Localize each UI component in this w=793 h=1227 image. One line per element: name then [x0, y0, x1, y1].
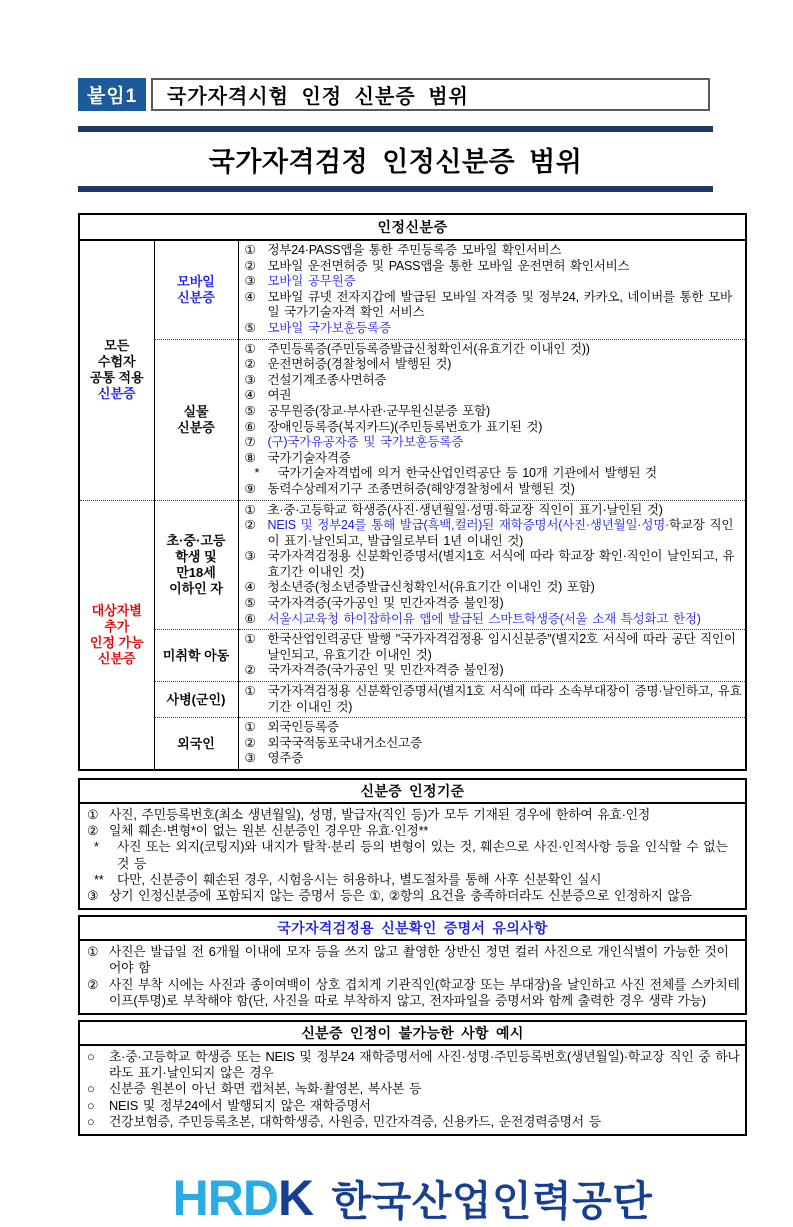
organization-name: 한국산업인력공단 — [331, 1178, 653, 1225]
list-item — [85, 839, 740, 871]
list-item — [242, 321, 743, 337]
list-item — [85, 1081, 740, 1097]
list-item — [85, 872, 740, 888]
label-line: 모바일 — [177, 273, 215, 289]
label-line: 대상자별 — [91, 602, 142, 618]
item-text: 모바일 공무원증 — [267, 274, 356, 289]
item-text: 동력수상레저기구 조종면허증(해양경찰청에서 발행된 것) — [267, 481, 575, 496]
rules-sections — [78, 778, 747, 1136]
item-marker: ① — [244, 243, 256, 257]
item-text: 장애인등록증(복지카드)(주민등록번호가 표기된 것) — [267, 419, 543, 434]
table-row — [79, 718, 746, 770]
item-marker: ② — [87, 976, 99, 992]
section-body — [80, 804, 745, 908]
list-item — [242, 518, 743, 549]
sub-label-cell — [154, 240, 238, 339]
section-title: 국가자격검정용 신분확인 증명서 유의사항 — [80, 917, 745, 941]
item-text: 다만, 신분증이 훼손된 경우, 시험응시는 허용하나, 별도절차를 통해 사후 신분확인 실시 — [117, 871, 602, 887]
item-text: 국가자격검정용 신분확인증명서(별지1호 서식에 따라 학교장 확인·직인이 날인되고, 유효기간 이내인 것) — [267, 549, 735, 579]
list-item — [85, 1049, 740, 1081]
list-item — [242, 612, 743, 628]
label-line: 신분증 — [97, 386, 136, 402]
item-marker: ② — [244, 518, 256, 533]
item-text: 모바일 운전면허증 및 PASS앱을 통한 모바일 운전면허 확인서비스 — [267, 258, 630, 273]
label-line: 인정 가능 — [89, 634, 144, 650]
item-text: NEIS 및 정부24를 통해 발급(흑백,컬러)된 재학증명서(사진·생년월일·성명· — [267, 518, 670, 533]
rule-section — [78, 778, 747, 910]
list-item — [242, 357, 743, 373]
item-marker: ① — [244, 341, 256, 356]
label-line: 추가 — [104, 618, 130, 634]
item-text: 모바일 큐넷 전자지갑에 발급된 모바일 자격증 및 정부24, 카카오, 네이버를 통한 모바일 국가기술자격 확인 서비스 — [267, 289, 732, 320]
item-marker: ○ — [87, 1097, 95, 1113]
list-item — [242, 663, 743, 679]
list-item — [242, 596, 743, 612]
label-line: 이하인 자 — [169, 580, 223, 596]
item-text: 국가기술자격증 — [267, 450, 351, 465]
table-row — [79, 630, 746, 682]
list-item — [242, 632, 743, 663]
document-page — [78, 78, 747, 1227]
item-marker: ⑥ — [244, 611, 256, 626]
list-item — [242, 736, 743, 752]
item-marker: ○ — [87, 1113, 95, 1129]
item-text: 청소년증(청소년증발급신청확인서(유효기간 이내인 것) 포함) — [267, 580, 595, 595]
logo-letter: D — [242, 1169, 278, 1226]
item-marker: ⑤ — [244, 403, 256, 418]
logo-letter: K — [277, 1169, 314, 1226]
sub-label-cell — [154, 718, 238, 770]
item-text: 외국국적동포국내거소신고증 — [267, 735, 422, 750]
item-marker: ⑦ — [244, 435, 256, 450]
sub-label-cell — [154, 500, 238, 630]
item-marker: ③ — [244, 372, 256, 387]
item-text: 초·중·고등학교 학생증(사진·생년월일·성명·학교장 직인이 표기·날인된 것) — [267, 502, 663, 517]
item-marker: ○ — [87, 1049, 95, 1065]
label-line: 신분증 — [177, 289, 215, 305]
item-text: 영주증 — [267, 751, 304, 766]
logo-letter: R — [207, 1169, 243, 1226]
list-item — [242, 466, 743, 482]
item-text: 공무원증(장교·부사관·군무원신분증 포함) — [267, 403, 490, 418]
items-cell — [238, 682, 746, 718]
item-marker: ** — [94, 871, 104, 887]
item-marker: ③ — [87, 888, 99, 904]
item-marker: * — [94, 839, 99, 855]
list-item — [85, 823, 740, 839]
item-marker: ④ — [244, 289, 256, 304]
item-marker: ⑤ — [244, 596, 256, 611]
attachment-title: 국가자격시험 인정 신분증 범위 — [151, 78, 710, 111]
item-text: 한국산업인력공단 발행 "국가자격검정용 임시신분증"(별지2호 서식에 따라 공단 직인이 날인되고, 유효기간 이내인 것) — [267, 632, 736, 662]
table-header-row — [79, 214, 746, 240]
item-text: 국가자격증(국가공인 및 민간자격증 불인정) — [267, 596, 504, 611]
item-marker: ④ — [244, 580, 256, 595]
item-text: 건강보험증, 주민등록초본, 대학학생증, 사원증, 민간자격증, 신용카드, 운전경력증명서 등 — [109, 1113, 601, 1129]
label-line: 사병(군인) — [166, 691, 226, 707]
item-marker: ④ — [244, 388, 256, 403]
item-text: 정부24·PASS앱을 통한 주민등록증 모바일 확인서비스 — [267, 243, 562, 257]
item-text: 주민등록증(주민등록증발급신청확인서(유효기간 이내인 것)) — [267, 341, 590, 356]
list-item — [85, 1114, 740, 1130]
item-text: 일체 훼손·변형*이 없는 원본 신분증인 경우만 유효·인정** — [109, 823, 429, 839]
label-line: 초·중·고등 — [166, 532, 226, 548]
item-marker: ③ — [244, 549, 256, 564]
item-text: 외국인등록증 — [267, 720, 339, 735]
list-item — [85, 977, 740, 1009]
item-text: 사진은 발급일 전 6개월 이내에 모자 등을 쓰지 않고 촬영한 상반신 정면 컬러 사진으로 개인식별이 가능한 것이어야 함 — [109, 944, 729, 976]
item-marker: ② — [87, 823, 99, 839]
item-marker: ⑥ — [244, 419, 256, 434]
item-marker: ① — [244, 684, 256, 699]
logo-letter: H — [172, 1169, 208, 1226]
item-text: 국가자격증(국가공인 및 민간자격증 불인정) — [267, 663, 504, 678]
table-row — [79, 240, 746, 339]
list-item — [242, 404, 743, 420]
label-line: 학생 및 — [175, 548, 217, 564]
sub-label-cell — [154, 630, 238, 682]
item-text: 여권 — [267, 388, 292, 403]
item-marker: ⑧ — [244, 450, 256, 465]
list-item — [242, 388, 743, 404]
label-line: 공통 적용 — [89, 370, 144, 386]
list-item — [242, 720, 743, 736]
label-line: 만18세 — [176, 564, 216, 580]
list-item — [242, 274, 743, 290]
page-title: 국가자격검정 인정신분증 범위 — [208, 147, 583, 177]
label-line: 모든 — [104, 338, 130, 354]
list-item — [242, 684, 743, 715]
label-line: 실물 — [183, 403, 209, 419]
list-item — [242, 243, 743, 259]
list-item — [85, 944, 740, 976]
item-text: 국가기술자격법에 의거 한국산업인력공단 등 10개 기관에서 발행된 것 — [277, 466, 657, 481]
table-row — [79, 339, 746, 500]
item-marker: ○ — [87, 1081, 95, 1097]
list-item — [242, 435, 743, 451]
item-text: 사진 또는 외지(코팅지)와 내지가 탈착·분리 등의 변형이 있는 것, 훼손으로 사진·인적사항 등을 인식할 수 없는 것 등 — [117, 839, 728, 871]
list-item — [242, 373, 743, 389]
list-item — [85, 807, 740, 823]
item-text: 운전면허증(경찰청에서 발행된 것) — [267, 357, 452, 372]
list-item — [85, 888, 740, 904]
list-item — [242, 580, 743, 596]
section-title: 신분증 인정이 불가능한 사항 예시 — [80, 1022, 745, 1046]
item-marker: ② — [244, 735, 256, 750]
title-block — [78, 126, 713, 192]
label-line: 수험자 — [97, 354, 136, 370]
item-marker: ① — [244, 720, 256, 735]
item-text: 서울시교육청 하이잡하이유 앱에 발급된 스마트학생증(서울 소재 특성화고 한정) — [267, 611, 701, 626]
table-row — [79, 682, 746, 718]
list-item — [242, 342, 743, 358]
list-item — [242, 451, 743, 467]
item-text: 신분증 원본이 아닌 화면 캡처본, 녹화·촬영본, 복사본 등 — [109, 1081, 422, 1097]
item-marker: ⑨ — [244, 481, 256, 496]
item-text: 사진 부착 시에는 사진과 종이여백이 상호 겹치게 기관직인(학교장 또는 부대장)을 날인하고 사진 전체를 스카치테이프(투명)로 부착해야 함(단, 사진을 따로 부착하지 않고, 전자파일을 증명서와 함께 출력한 경우 생략 가능) — [109, 976, 740, 1008]
section-title: 신분증 인정기준 — [80, 780, 745, 804]
sub-label-cell — [154, 682, 238, 718]
item-text: 건설기계조종사면허증 — [267, 372, 387, 387]
item-marker: ② — [244, 357, 256, 372]
label-line: 미취학 아동 — [162, 647, 230, 663]
item-text: 상기 인정신분증에 포함되지 않는 증명서 등은 ①, ②항의 요건을 충족하더라도 신분증으로 인정하지 않음 — [109, 888, 692, 904]
item-text: NEIS 및 정부24에서 발행되지 않은 재학증명서 — [109, 1097, 371, 1113]
item-marker: * — [254, 466, 260, 481]
item-marker: ① — [87, 944, 99, 960]
item-marker: ⑤ — [244, 320, 256, 335]
item-marker: ② — [244, 258, 256, 273]
item-marker: ① — [87, 807, 99, 822]
item-text: (구)국가유공자증 및 국가보훈등록증 — [267, 435, 464, 450]
footer-logo — [78, 1168, 747, 1227]
table-header: 인정신분증 — [79, 214, 746, 240]
group-label-cell — [79, 240, 154, 500]
table-row — [79, 500, 746, 630]
list-item — [242, 503, 743, 519]
label-line: 신분증 — [97, 650, 136, 666]
group-label-cell — [79, 500, 154, 770]
item-text: 학교장 직인이 표기·날인되고, 발급일로부터 1년 이내인 것) — [267, 518, 734, 548]
list-item — [242, 549, 743, 580]
section-body — [80, 941, 745, 1013]
item-marker: ② — [244, 663, 256, 678]
hrdk-logo-icon — [173, 1169, 313, 1227]
label-line: 신분증 — [177, 419, 215, 435]
list-item — [242, 751, 743, 767]
list-item — [242, 482, 743, 498]
list-item — [242, 259, 743, 275]
items-cell — [238, 500, 746, 630]
list-item — [242, 290, 743, 321]
item-text: 사진, 주민등록번호(최소 생년월일), 성명, 발급자(직인 등)가 모두 기재된 경우에 한하여 유효·인정 — [109, 807, 651, 822]
item-marker: ③ — [244, 751, 256, 766]
items-cell — [238, 240, 746, 339]
items-cell — [238, 339, 746, 500]
item-marker: ① — [244, 632, 256, 647]
item-marker: ③ — [244, 274, 256, 289]
accepted-id-table — [78, 213, 747, 771]
item-text: 모바일 국가보훈등록증 — [267, 320, 392, 335]
item-marker: ① — [244, 502, 256, 517]
list-item — [242, 420, 743, 436]
rule-section — [78, 915, 747, 1015]
items-cell — [238, 718, 746, 770]
item-text: 초·중·고등학교 학생증 또는 NEIS 및 정부24 재학증명서에 사진·성명·주민등록번호(생년월일)·학교장 직인 중 하나라도 표기·날인되지 않은 경우 — [109, 1049, 740, 1081]
item-text: 국가자격검정용 신분확인증명서(별지1호 서식에 따라 소속부대장이 증명·날인하고, 유효기간 이내인 것) — [267, 684, 742, 714]
rule-section — [78, 1020, 747, 1136]
list-item — [85, 1098, 740, 1114]
attachment-badge: 붙임1 — [78, 78, 146, 111]
attachment-header — [78, 78, 710, 111]
items-cell — [238, 630, 746, 682]
sub-label-cell — [154, 339, 238, 500]
label-line: 외국인 — [177, 735, 215, 751]
